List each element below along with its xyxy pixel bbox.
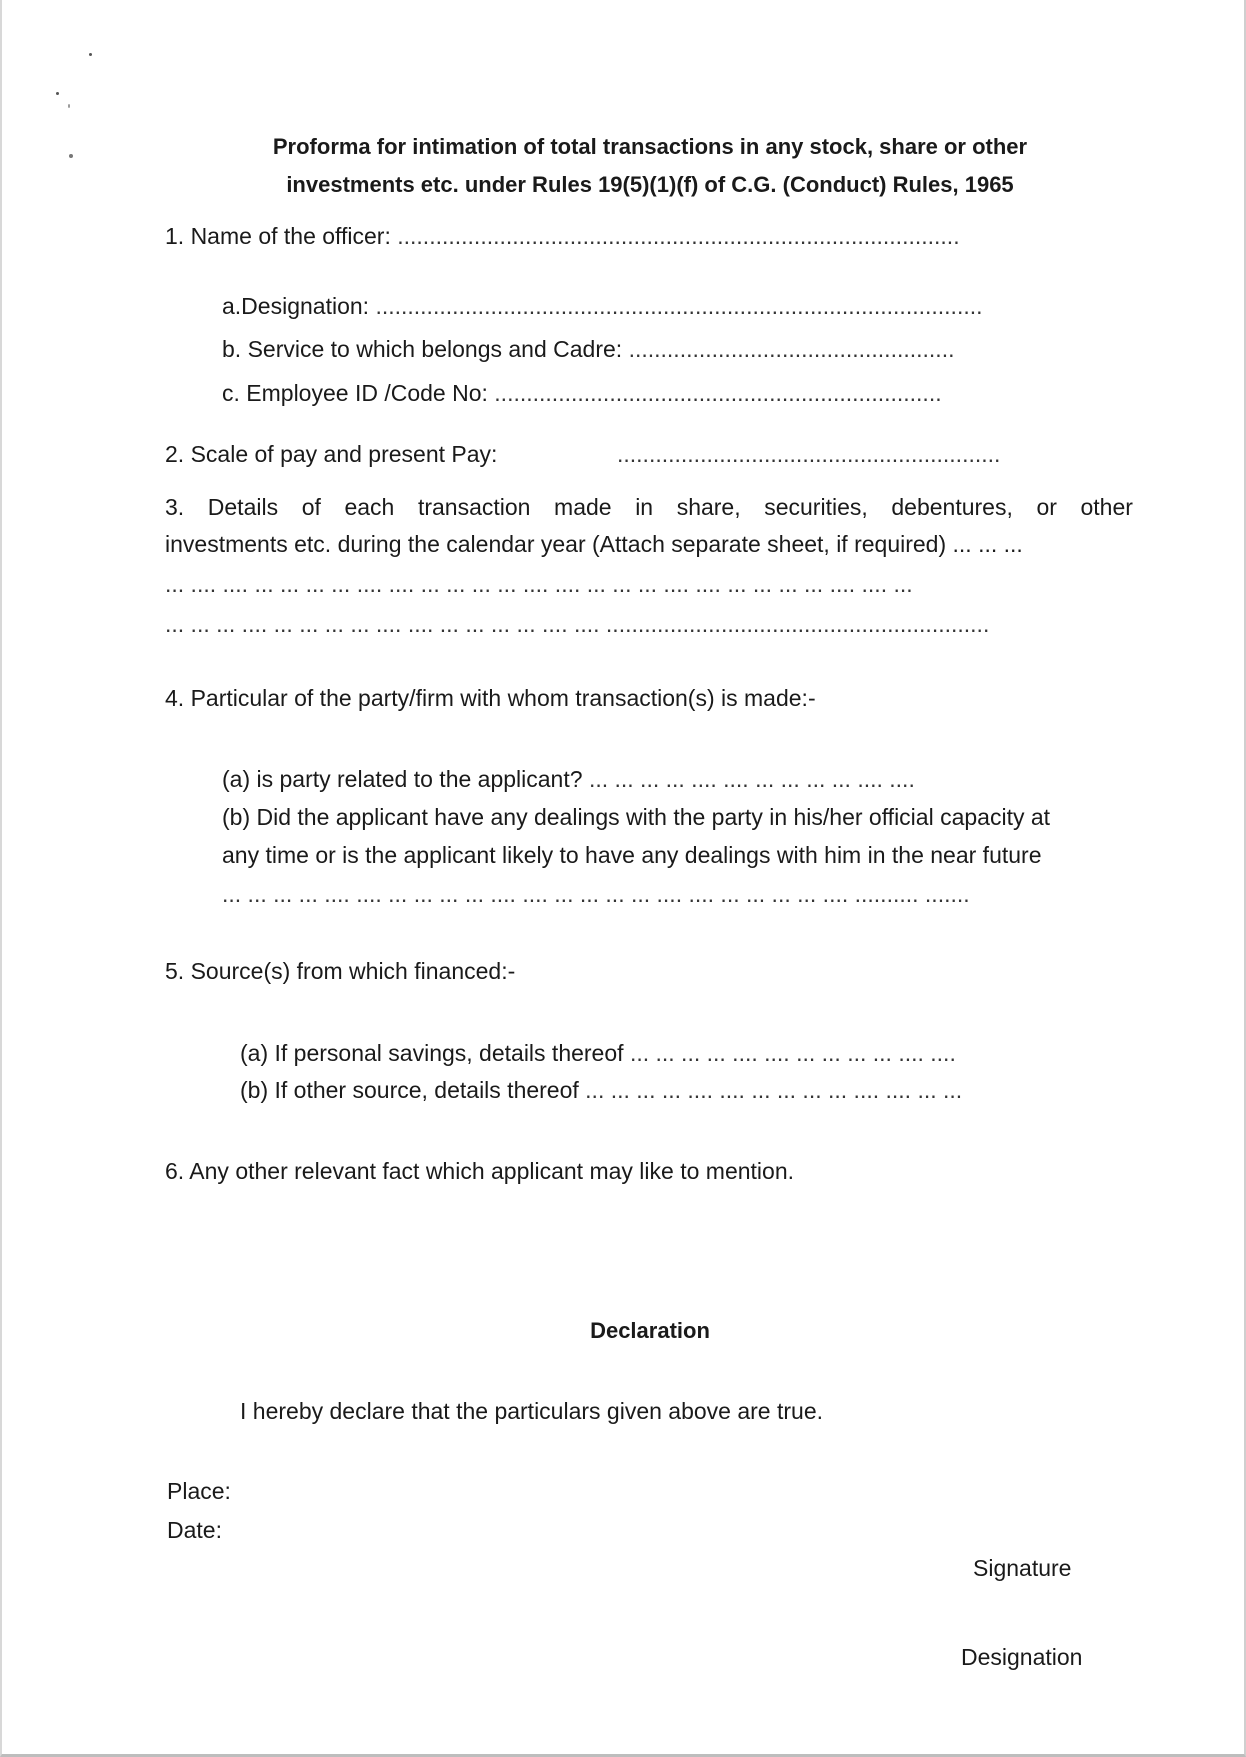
declaration-text: I hereby declare that the particulars given above are true. [240, 1398, 824, 1424]
designation-sign-label: Designation [961, 1644, 1083, 1670]
transaction-details-word: debentures, [891, 494, 1013, 520]
personal-savings-question: (a) If personal savings, details thereof [240, 1040, 624, 1066]
transaction-details-line-1 [165, 493, 1133, 521]
form-title-line-1: Proforma for intimation of total transactions in any stock, share or other [272, 134, 1028, 159]
party-related-field[interactable]: ... ... ... ... .... .... ... ... ... ... .... .... [588, 766, 915, 792]
scan-speck [89, 53, 92, 56]
officer-name-row [165, 222, 960, 250]
transaction-details-word: 3. [165, 494, 185, 520]
other-source-question: (b) If other source, details thereof [240, 1077, 579, 1103]
scale-of-pay-field[interactable]: ............................................................ [617, 441, 1001, 467]
transaction-details-field-1[interactable]: ... .... .... ... ... ... ... .... .... ... ... ... ... .... .... ... ... ... .... .... ... ... ... ... .... .... ... [165, 571, 913, 597]
transaction-details-word: of [301, 494, 321, 520]
transaction-details-word: transaction [417, 494, 531, 520]
transaction-details-word: or [1036, 494, 1057, 520]
service-cadre-label: b. Service to which belongs and Cadre: [222, 336, 623, 362]
officer-name-label: 1. Name of the officer: [165, 223, 391, 249]
transaction-details-word: other [1080, 494, 1133, 520]
service-cadre-field[interactable]: ................................................... [628, 336, 955, 362]
designation-field[interactable]: ............................................................................................... [375, 293, 983, 319]
transaction-details-word: share, [676, 494, 741, 520]
date-label: Date: [167, 1517, 222, 1543]
employee-id-field[interactable]: ...................................................................... [494, 380, 942, 406]
employee-id-row [222, 379, 942, 407]
personal-savings-field[interactable]: ... ... ... ... .... .... ... ... ... ... .... .... [629, 1040, 956, 1066]
scan-speck [69, 154, 73, 158]
transaction-details-word: in [635, 494, 654, 520]
transaction-details-line-2: investments etc. during the calendar year (Attach separate sheet, if required) ... ... ... [165, 531, 1023, 557]
scale-of-pay-label: 2. Scale of pay and present Pay: [165, 441, 498, 467]
party-related-question: (a) is party related to the applicant? [222, 766, 583, 792]
dealings-question-line-2: any time or is the applicant likely to have any dealings with him in the near future [222, 842, 1042, 868]
personal-savings-row [240, 1039, 956, 1067]
dealings-question-line-1: (b) Did the applicant have any dealings with the party in his/her official capacity at [222, 804, 1051, 830]
transaction-details-word: made [554, 494, 612, 520]
officer-name-field[interactable]: ........................................................................................ [397, 223, 960, 249]
transaction-details-field-2[interactable]: ... ... ... .... ... ... ... ... .... .... ... ... ... ... .... .... ............................................................ [165, 611, 990, 637]
service-cadre-row [222, 335, 954, 363]
designation-row [222, 292, 983, 320]
dealings-field[interactable]: ... ... ... ... .... .... ... ... ... ... .... .... ... ... ... ... .... .... ... ... ... ... .... .......... ....... [222, 881, 970, 907]
form-title-line-2: investments etc. under Rules 19(5)(1)(f) of C.G. (Conduct) Rules, 1965 [286, 172, 1014, 197]
declaration-heading: Declaration [590, 1318, 710, 1343]
transaction-details-word: each [344, 494, 395, 520]
party-firm-label: 4. Particular of the party/firm with whom transaction(s) is made:- [165, 685, 816, 711]
designation-label: a.Designation: [222, 293, 370, 319]
other-source-row [240, 1076, 962, 1104]
other-relevant-fact-label: 6. Any other relevant fact which applicant may like to mention. [165, 1158, 794, 1184]
other-source-field[interactable]: ... ... ... ... .... .... ... ... ... ... .... .... ... ... [585, 1077, 963, 1103]
scan-speck [56, 92, 59, 95]
source-financed-label: 5. Source(s) from which financed:- [165, 958, 516, 984]
transaction-details-word: Details [207, 494, 279, 520]
employee-id-label: c. Employee ID /Code No: [222, 380, 488, 406]
signature-label: Signature [973, 1555, 1072, 1581]
transaction-details-word: securities, [764, 494, 868, 520]
place-label: Place: [167, 1478, 231, 1504]
party-related-row [222, 765, 915, 793]
scan-speck [68, 104, 70, 108]
